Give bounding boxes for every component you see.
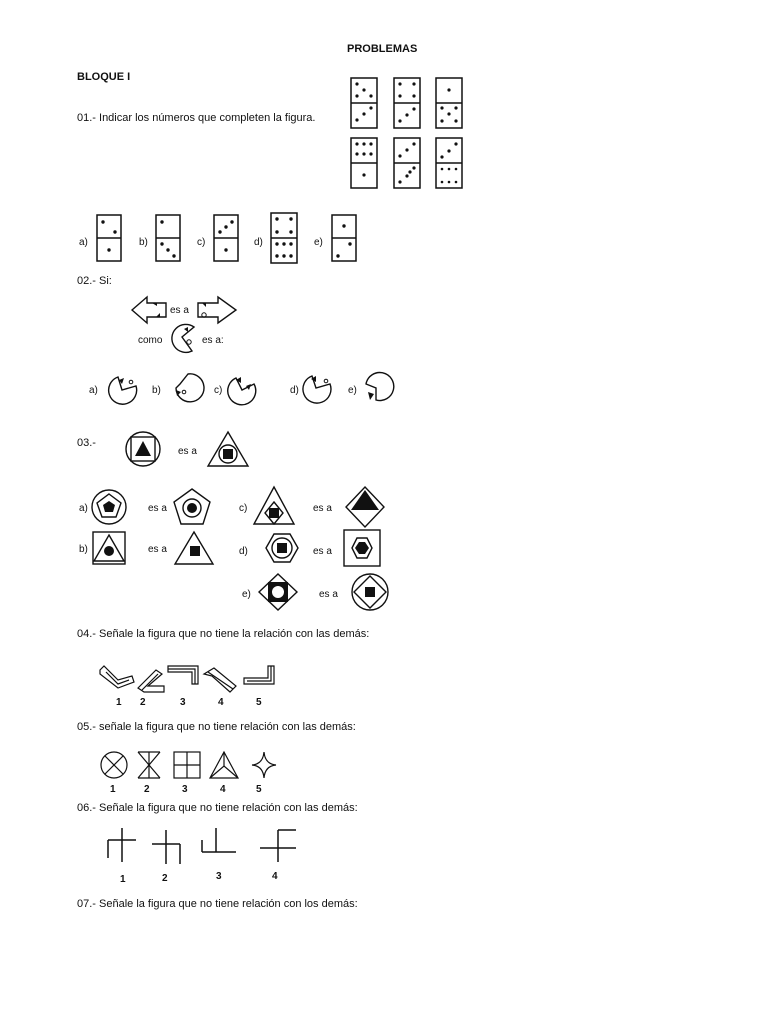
option-b-label: b): [139, 237, 148, 248]
figure-number: 2: [162, 873, 168, 884]
figure-number: 2: [140, 697, 146, 708]
relation-text: es a: [313, 503, 332, 514]
problem-04-figures: [96, 660, 286, 710]
problem-02-options: [76, 366, 406, 410]
option-d-label: d): [239, 546, 248, 557]
problem-01-options: [76, 210, 366, 266]
option-d-label: d): [254, 237, 263, 248]
shape-analogy-figure: [120, 428, 260, 470]
problem-03-options: [76, 484, 396, 614]
relation-text-1: es a: [170, 305, 189, 316]
page-title: PROBLEMAS: [347, 43, 418, 55]
figure-number: 3: [182, 784, 188, 795]
figure-number: 1: [110, 784, 116, 795]
figure-number: 1: [116, 697, 122, 708]
option-a-label: a): [79, 237, 88, 248]
option-c-label: c): [239, 503, 248, 514]
figure-number: 1: [120, 874, 126, 885]
relation-text: es a: [148, 544, 167, 555]
figure-number: 2: [144, 784, 150, 795]
option-a-label: a): [79, 503, 88, 514]
problem-04-text: 04.- Señale la figura que no tiene la relación con las demás:: [77, 628, 370, 640]
problem-02-text: 02.- Si:: [77, 275, 112, 287]
option-b-label: b): [79, 544, 88, 555]
option-b-label: b): [152, 385, 161, 396]
option-c-label: c): [197, 237, 206, 248]
figure-number: 3: [180, 697, 186, 708]
relation-text-2: es a:: [202, 335, 224, 346]
figure-number: 4: [220, 784, 226, 795]
relation-text: es a: [148, 503, 167, 514]
option-c-label: c): [214, 385, 223, 396]
block-heading: BLOQUE I: [77, 71, 131, 83]
problem-07-text: 07.- Señale la figura que no tiene relación con los demás:: [77, 898, 358, 910]
problem-05-figures: [96, 748, 286, 796]
figure-number: 5: [256, 697, 262, 708]
domino-sequence-figure: [348, 76, 468, 191]
figure-number: 4: [218, 697, 224, 708]
problem-05-text: 05.- señale la figura que no tiene relación con las demás:: [77, 721, 356, 733]
figure-number: 4: [272, 871, 278, 882]
problem-06-figures: [100, 824, 300, 888]
figure-number: 5: [256, 784, 262, 795]
problem-03-text: 03.-: [77, 437, 96, 449]
relation-text: es a: [319, 589, 338, 600]
option-a-label: a): [89, 385, 98, 396]
option-e-label: e): [242, 589, 251, 600]
figure-number: 3: [216, 871, 222, 882]
relation-text: es a: [313, 546, 332, 557]
relation-text: es a: [178, 446, 197, 457]
arrow-analogy-figure: [130, 293, 250, 357]
problem-06-text: 06.- Señale la figura que no tiene relación con las demás:: [77, 802, 358, 814]
problem-01-text: 01.- Indicar los números que completen la figura.: [77, 112, 316, 124]
option-d-label: d): [290, 385, 299, 396]
option-e-label: e): [314, 237, 323, 248]
como-text: como: [138, 335, 163, 346]
option-e-label: e): [348, 385, 357, 396]
